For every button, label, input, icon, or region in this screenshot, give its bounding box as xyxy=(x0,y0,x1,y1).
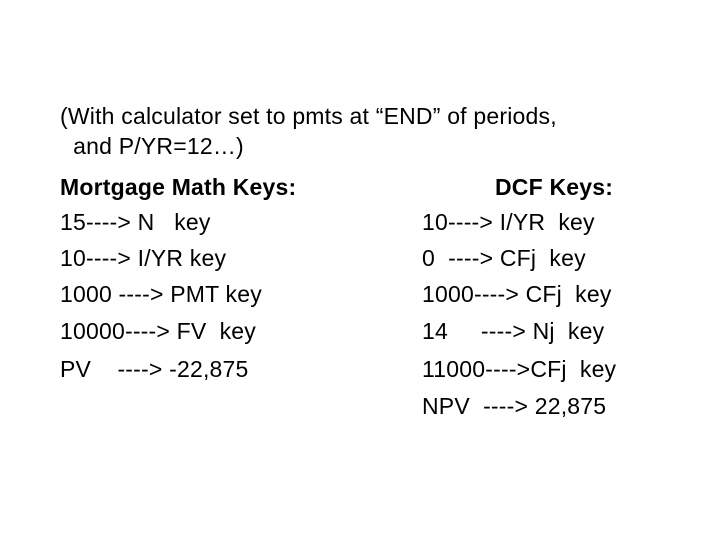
mortgage-keys-heading: Mortgage Math Keys: xyxy=(60,174,297,200)
intro-line-1: (With calculator set to pmts at “END” of periods, xyxy=(60,103,557,129)
intro-line-2: and P/YR=12…) xyxy=(60,133,244,159)
dcf-step-4: 14 ----> Nj key xyxy=(422,318,605,344)
dcf-step-6: NPV ----> 22,875 xyxy=(422,393,607,419)
dcf-keys-heading: DCF Keys: xyxy=(495,174,614,200)
dcf-step-2: 0 ----> CFj key xyxy=(422,245,586,271)
mortgage-step-3: 1000 ----> PMT key xyxy=(60,281,262,307)
mortgage-step-1: 15----> N key xyxy=(60,209,211,235)
dcf-step-1: 10----> I/YR key xyxy=(422,209,595,235)
mortgage-step-2: 10----> I/YR key xyxy=(60,245,227,271)
mortgage-step-4: 10000----> FV key xyxy=(60,318,256,344)
mortgage-step-5: PV ----> -22,875 xyxy=(60,356,249,382)
dcf-step-3: 1000----> CFj key xyxy=(422,281,612,307)
dcf-step-5: 11000---->CFj key xyxy=(422,356,617,382)
